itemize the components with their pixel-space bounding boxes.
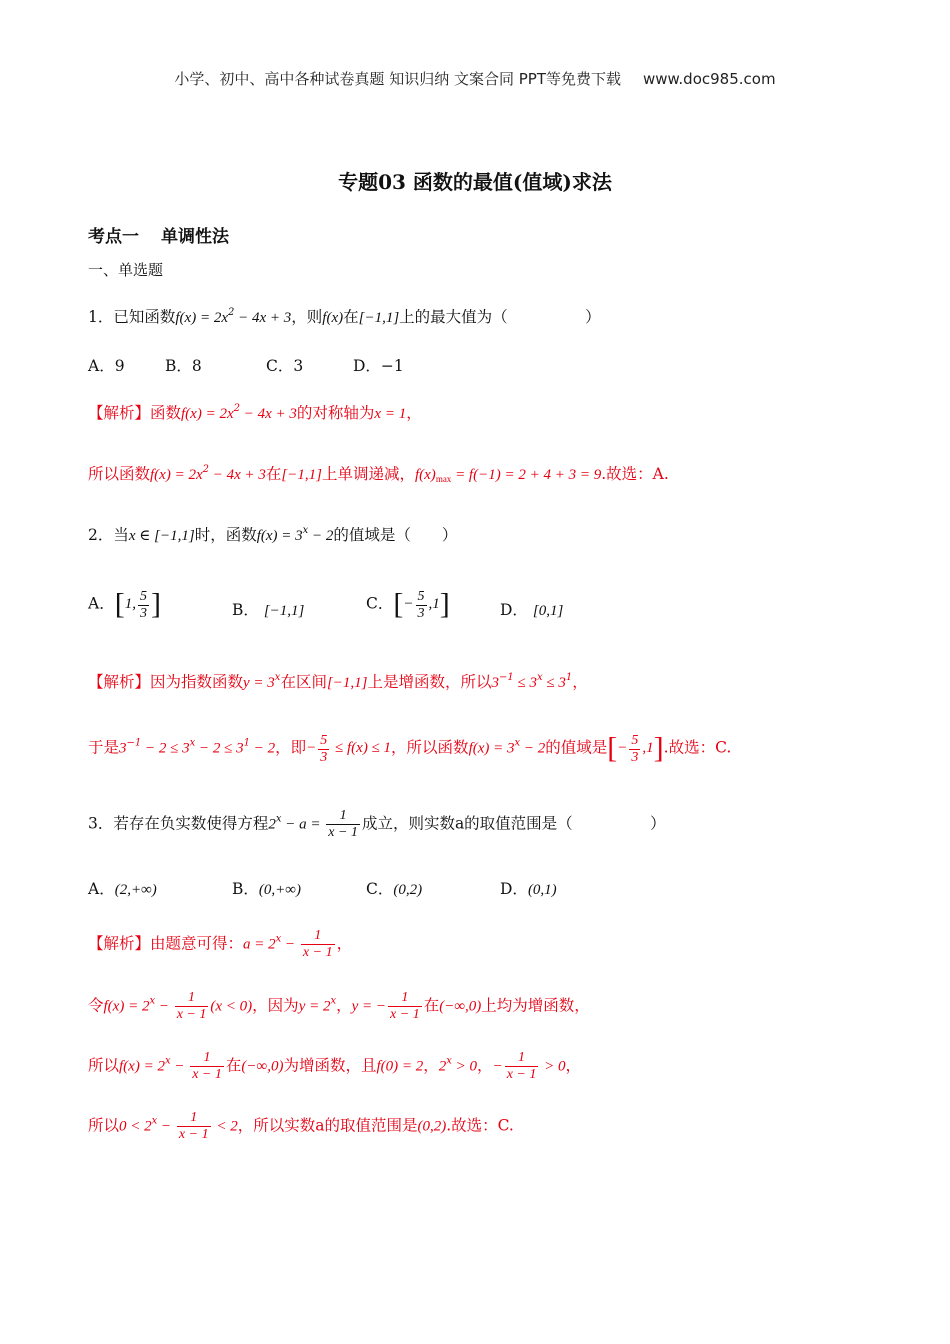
section-heading xyxy=(88,222,229,247)
q1-solution-line2: 所以函数$f(x) = 2x^2 - 4x + 3$在[−1,1]上单调递减，f(x)max = f(−1) = 2 + 4 + 3 = 9.故选：A. xyxy=(88,464,669,484)
q1-option-b: B．8 xyxy=(165,357,202,375)
q3-option-b: B．(0,+∞) xyxy=(232,880,301,898)
header-url[interactable]: www.doc985.com xyxy=(642,70,776,88)
q3-stem: 3．若存在负实数使得方程$2^x - a$ = $\frac{1}{x - 1}$ 成立，则实数a的取值范围是（ ） xyxy=(88,808,666,840)
q3-option-d: D．(0,1) xyxy=(500,880,557,898)
q2-option-d: D． [0,1] xyxy=(500,601,564,619)
q2-solution-line1: 【解析】因为指数函数$y = 3^x$在区间[−1,1]上是增函数，所以$3^{-1} \le 3^x \le 3^1$， xyxy=(88,672,588,691)
q3-solution-line2: 令$f(x) = 2^x$ − $\frac{1}{x - 1}$ (x < 0)，因为$y = 2^x$，y = − $\frac{1}{x - 1}$ 在(−∞,0)上均为增函数， xyxy=(88,990,590,1022)
section-name: 单调性法 xyxy=(161,227,229,247)
q3-solution-line3: 所以$f(x) = 2^x$ − $\frac{1}{x - 1}$ 在(−∞,0)为增函数，且f(0) = 2，$2^x > 0$，− $\frac{1}{x - 1}$ > 0， xyxy=(88,1050,581,1082)
q1-option-a: A．9 xyxy=(88,357,125,375)
q1-stem: 1．已知函数$f(x) = 2x^2 - 4x + 3$，则f(x)在[−1,1]上的最大值为（ ） xyxy=(88,307,601,326)
q2-option-a: A．[1, $\frac{5}{3}$ ] xyxy=(88,588,161,621)
q2-option-b: B． [−1,1] xyxy=(232,601,305,619)
q3-option-c: C．(0,2) xyxy=(366,880,423,898)
q2-stem: 2．当x ∈ [−1,1]时，函数$f(x) = 3^x - 2$的值域是（ ） xyxy=(88,525,458,544)
q2-solution-line2: 于是$3^{-1} - 2 \le 3^x - 2 \le 3^1 - 2$，即− $\frac{5}{3}$ ≤ f(x) ≤ 1，所以函数$f(x) = 3^x - 2$的值域是[− $\frac{5}{3}$ ,1].故选：C. xyxy=(88,732,732,765)
header-text: 小学、初中、高中各种试卷真题 知识归纳 文案合同 PPT等免费下载 xyxy=(174,70,621,88)
q1-option-d: D．−1 xyxy=(353,357,404,375)
q1-option-c: C．3 xyxy=(266,357,304,375)
q1-solution-line1: 【解析】函数$f(x) = 2x^2 - 4x + 3$的对称轴为x = 1， xyxy=(88,403,422,422)
page-title: 专题03 函数的最值(值域)求法 xyxy=(338,170,612,194)
section-label: 考点一 xyxy=(88,227,139,247)
q2-option-c: C．[− $\frac{5}{3}$ ,1] xyxy=(366,588,450,621)
q3-option-a: A．(2,+∞) xyxy=(88,880,157,898)
subsection-heading: 一、单选题 xyxy=(88,261,164,279)
page-header xyxy=(0,68,950,89)
q3-solution-line1: 【解析】由题意可得：$a = 2^x$ − $\frac{1}{x - 1}$ ， xyxy=(88,928,353,960)
q3-solution-line4: 所以$0 < 2^x$ − $\frac{1}{x - 1}$ < 2，所以实数a的取值范围是(0,2).故选：C. xyxy=(88,1110,514,1142)
